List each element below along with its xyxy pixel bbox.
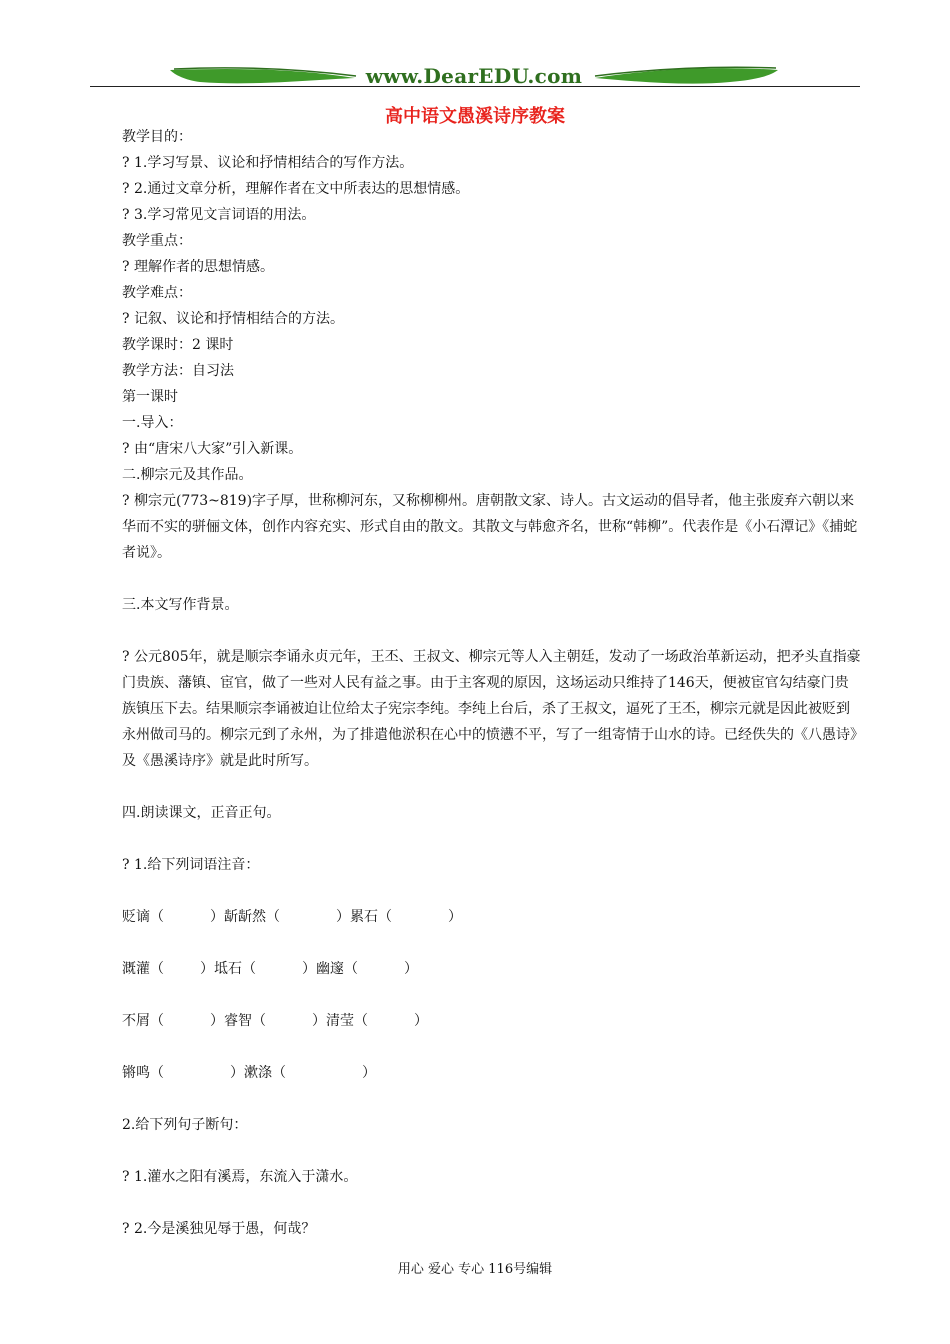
objective-item: ? 1.学习写景、议论和抒情相结合的写作方法。 (122, 155, 414, 171)
exercise-heading: ? 1.给下列词语注音： (122, 857, 260, 873)
section-heading: 三.本文写作背景。 (122, 597, 239, 613)
background-paragraph: ? 公元805年，就是顺宗李诵永贞元年，王丕、王叔文、柳宗元等人入主朝廷，发动了一场政治革新运动，把矛头直指豪门贵族、藩镇、宦官，做了一些对人民有益之事。由于主客观的原因，这场运动只维持了146天，便被宦官勾结豪门贵族镇压下去。结果顺宗李诵被迫让位给太子宪宗李纯。李纯上台后，杀了王叔文，逼死了王丕，柳宗元就是因此被贬到永州做司马的。柳宗元到了永州，为了排遣他淤积在心中的愤懑不平，写了一组寄情于山水的诗。已经佚失的《八愚诗》及《愚溪诗序》就是此时所写。 (122, 649, 861, 769)
objectives-heading: 教学目的： (122, 129, 192, 145)
pinyin-row: 锵鸣（ ）漱涤（ ） (122, 1065, 376, 1081)
difficulty-item: ? 记叙、议论和抒情相结合的方法。 (122, 311, 344, 327)
exercise-heading: 2.给下列句子断句： (122, 1117, 248, 1133)
pinyin-row: 贬谪（ ）龂龂然（ ）累石（ ） (122, 909, 462, 925)
key-point-item: ? 理解作者的思想情感。 (122, 259, 274, 275)
objective-item: ? 3.学习常见文言词语的用法。 (122, 207, 316, 223)
pinyin-row: 溉灌（ ）坻石（ ）幽邃（ ） (122, 961, 418, 977)
section-heading: 一.导入： (122, 415, 183, 431)
difficulty-heading: 教学难点： (122, 285, 192, 301)
pinyin-row: 不屑（ ）睿智（ ）清莹（ ） (122, 1013, 428, 1029)
author-paragraph: ? 柳宗元(773~819)字子厚，世称柳河东，又称柳柳州。唐朝散文家、诗人。古文运动的倡导者，他主张废弃六朝以来华而不实的骈俪文体，创作内容充实、形式自由的散文。其散文与韩愈齐名，世称“韩柳”。代表作是《小石潭记》《捕蛇者说》。 (122, 493, 858, 561)
document-body (122, 124, 862, 1242)
objective-item: ? 2.通过文章分析，理解作者在文中所表达的思想情感。 (122, 181, 470, 197)
page-footer: 用心 爱心 专心 116号编辑 (397, 1262, 553, 1277)
class-hours: 教学课时：2 课时 (122, 337, 234, 353)
sentence-item: ? 2.今是溪独见辱于愚，何哉？ (122, 1221, 316, 1237)
key-points-heading: 教学重点： (122, 233, 192, 249)
teaching-method: 教学方法：自习法 (122, 363, 234, 379)
section-text: ? 由“唐宋八大家”引入新课。 (122, 441, 303, 457)
section-heading: 二.柳宗元及其作品。 (122, 467, 253, 483)
page-title: 高中语文愚溪诗序教案 (385, 106, 565, 127)
section-heading: 四.朗读课文，正音正句。 (122, 805, 281, 821)
sentence-item: ? 1.灌水之阳有溪焉，东流入于潇水。 (122, 1169, 358, 1185)
logo-text: www.DearEDU.com (365, 64, 583, 88)
site-logo (170, 60, 780, 94)
lesson-heading: 第一课时 (122, 389, 178, 405)
